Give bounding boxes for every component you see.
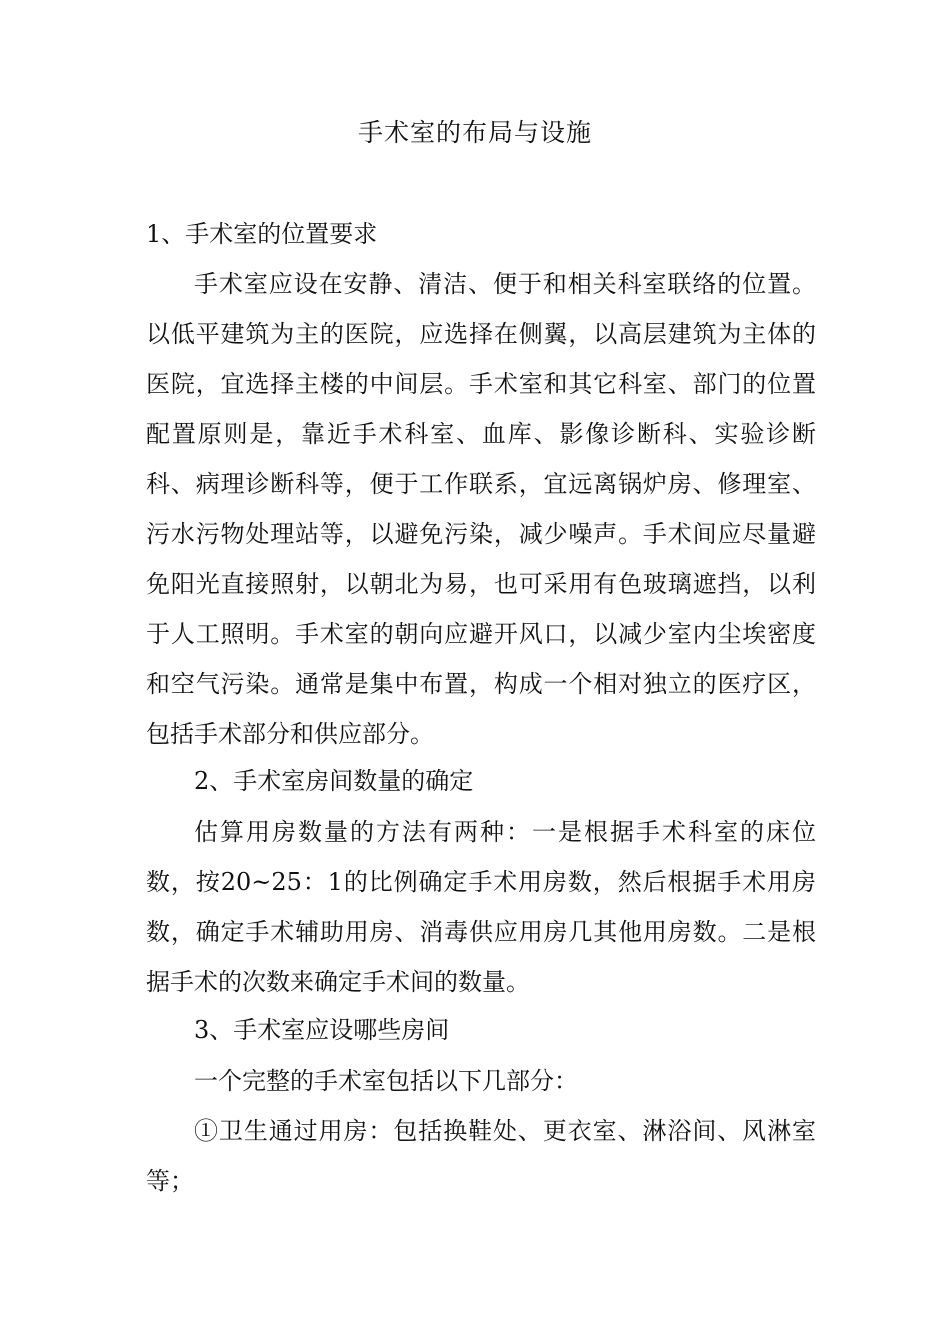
section-heading-location: 1、手术室的位置要求 <box>146 220 378 248</box>
section-heading-room-count: 2、手术室房间数量的确定 <box>194 767 474 795</box>
section-paragraph-rooms-intro: 一个完整的手术室包括以下几部分： <box>194 1067 578 1095</box>
document-title: 手术室的布局与设施 <box>357 118 592 147</box>
section-paragraph-room-count: 估算用房数量的方法有两种：一是根据手术科室的床位数，按20~25：1的比例确定手术用房数，然后根据手术用房数，确定手术辅助用房、消毒供应用房几其他用房数。二是根据手术的次数来确定手术间的数量。 <box>146 818 816 996</box>
list-item-hygiene-rooms: ①卫生通过用房：包括换鞋处、更衣室、淋浴间、风淋室等； <box>146 1117 816 1195</box>
section-paragraph-location: 手术室应设在安静、清洁、便于和相关科室联络的位置。以低平建筑为主的医院，应选择在侧翼，以高层建筑为主体的医院，宜选择主楼的中间层。手术室和其它科室、部门的位置配置原则是，靠近手术科室、血库、影像诊断科、实验诊断科、病理诊断科等，便于工作联系，宜远离锅炉房、修理室、污水污物处理站等，以避免污染，减少噪声。手术间应尽量避免阳光直接照射，以朝北为易，也可采用有色玻璃遮挡，以利于人工照明。手术室的朝向应避开风口，以减少室内尘埃密度和空气污染。通常是集中布置，构成一个相对独立的医疗区，包括手术部分和供应部分。 <box>146 270 816 748</box>
section-heading-rooms: 3、手术室应设哪些房间 <box>194 1016 450 1044</box>
